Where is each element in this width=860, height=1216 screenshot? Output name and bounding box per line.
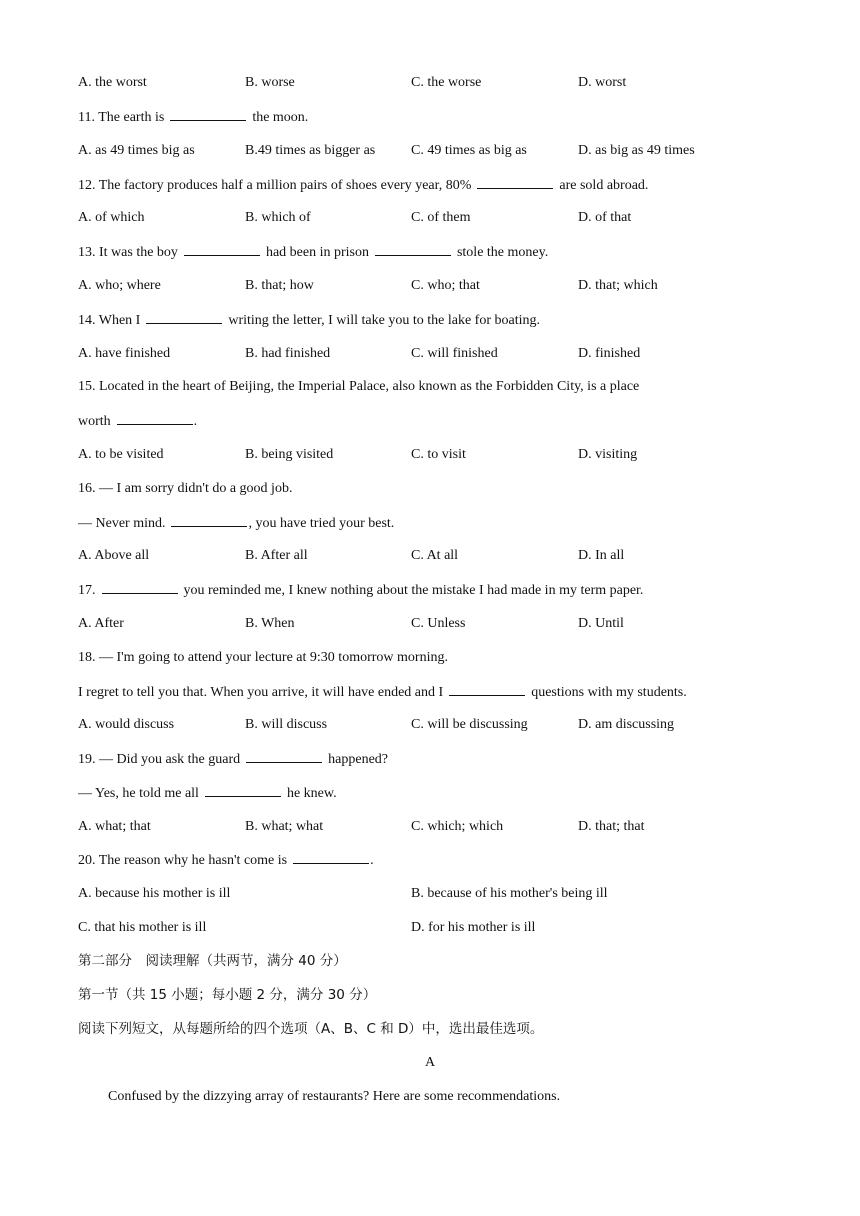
q19-option-c: C. which; which	[411, 819, 504, 834]
answer-blank	[449, 683, 525, 696]
answer-blank	[171, 514, 247, 527]
q10-option-a: A. the worst	[78, 75, 147, 90]
q17-option-a: A. After	[78, 616, 124, 631]
q10-option-c: C. the worse	[411, 75, 482, 90]
answer-blank	[477, 176, 553, 189]
answer-blank	[375, 243, 451, 256]
q14-option-a: A. have finished	[78, 346, 171, 361]
section-sec1-heading: 第一节（共 15 小题；每小题 2 分，满分 30 分）	[78, 987, 377, 1003]
q15-options	[78, 446, 838, 464]
q15-stem-line1: 15. Located in the heart of Beijing, the Imperial Palace, also known as the Forbidden City, is a place	[78, 379, 640, 394]
q14-option-d: D. finished	[578, 346, 641, 361]
answer-blank	[117, 412, 193, 425]
q13-option-c: C. who; that	[411, 278, 480, 293]
answer-blank	[293, 851, 369, 864]
q19-options	[78, 818, 838, 836]
q11-stem: 11. The earth is the moon.	[78, 110, 309, 125]
q14-stem: 14. When I writing the letter, I will take you to the lake for boating.	[78, 313, 540, 328]
q18-option-a: A. would discuss	[78, 717, 175, 732]
q10-options	[78, 74, 838, 92]
q12-stem: 12. The factory produces half a million pairs of shoes every year, 80% are sold abroad.	[78, 178, 649, 193]
q17-option-b: B. When	[245, 616, 295, 631]
q11-option-b: B.49 times as bigger as	[245, 143, 376, 158]
answer-blank	[184, 243, 260, 256]
q15-option-a: A. to be visited	[78, 447, 164, 462]
q16-line1: 16. — I am sorry didn't do a good job.	[78, 481, 293, 496]
q13-stem: 13. It was the boy had been in prison stole the money.	[78, 245, 549, 260]
section-instruction: 阅读下列短文，从每题所给的四个选项（A、B、C 和 D）中，选出最佳选项。	[78, 1021, 544, 1037]
q14-option-c: C. will finished	[411, 346, 498, 361]
q20-options-row2	[78, 919, 838, 937]
passage-label: A	[424, 1055, 436, 1070]
answer-blank	[170, 108, 246, 121]
q17-stem: 17. you reminded me, I knew nothing about the mistake I had made in my term paper.	[78, 583, 644, 598]
q19-option-b: B. what; what	[245, 819, 324, 834]
q18-option-d: D. am discussing	[578, 717, 675, 732]
q20-stem: 20. The reason why he hasn't come is .	[78, 853, 374, 868]
answer-blank	[205, 784, 281, 797]
q18-options	[78, 716, 838, 734]
q14-option-b: B. had finished	[245, 346, 331, 361]
q12-option-c: C. of them	[411, 210, 471, 225]
q12-option-d: D. of that	[578, 210, 632, 225]
q16-option-a: A. Above all	[78, 548, 150, 563]
q11-options	[78, 142, 838, 160]
passage-first-line: Confused by the dizzying array of restaurants? Here are some recommendations.	[108, 1089, 561, 1104]
q18-option-c: C. will be discussing	[411, 717, 528, 732]
q15-option-d: D. visiting	[578, 447, 638, 462]
q19-option-d: D. that; that	[578, 819, 645, 834]
q18-option-b: B. will discuss	[245, 717, 328, 732]
q10-option-b: B. worse	[245, 75, 295, 90]
q13-option-a: A. who; where	[78, 278, 161, 293]
q20-option-a: A. because his mother is ill	[78, 886, 231, 901]
q12-options	[78, 209, 838, 227]
q12-option-a: A. of which	[78, 210, 145, 225]
q11-option-c: C. 49 times as big as	[411, 143, 527, 158]
section-part2-heading: 第二部分 阅读理解（共两节，满分 40 分）	[78, 953, 347, 969]
q11-option-a: A. as 49 times big as	[78, 143, 195, 158]
q18-line2: I regret to tell you that. When you arrive, it will have ended and I questions with my students.	[78, 685, 687, 700]
q15-option-b: B. being visited	[245, 447, 334, 462]
q20-options-row1	[78, 885, 838, 903]
q16-options	[78, 547, 838, 565]
q17-options	[78, 615, 838, 633]
q11-option-d: D. as big as 49 times	[578, 143, 695, 158]
q16-option-b: B. After all	[245, 548, 308, 563]
q15-option-c: C. to visit	[411, 447, 466, 462]
q17-option-c: C. Unless	[411, 616, 466, 631]
q20-option-b: B. because of his mother's being ill	[411, 886, 608, 901]
q13-options	[78, 277, 838, 295]
answer-blank	[102, 581, 178, 594]
q14-options	[78, 345, 838, 363]
q19-option-a: A. what; that	[78, 819, 151, 834]
q18-line1: 18. — I'm going to attend your lecture at 9:30 tomorrow morning.	[78, 650, 448, 665]
answer-blank	[146, 311, 222, 324]
q10-option-d: D. worst	[578, 75, 627, 90]
q13-option-b: B. that; how	[245, 278, 314, 293]
q17-option-d: D. Until	[578, 616, 624, 631]
q16-option-d: D. In all	[578, 548, 625, 563]
q20-option-d: D. for his mother is ill	[411, 920, 536, 935]
q15-stem-line2: worth .	[78, 414, 198, 429]
q16-option-c: C. At all	[411, 548, 459, 563]
q12-option-b: B. which of	[245, 210, 311, 225]
q20-option-c: C. that his mother is ill	[78, 920, 207, 935]
q16-line2: — Never mind. , you have tried your best.	[78, 516, 395, 531]
q19-line1: 19. — Did you ask the guard happened?	[78, 752, 389, 767]
answer-blank	[246, 750, 322, 763]
q13-option-d: D. that; which	[578, 278, 658, 293]
q19-line2: — Yes, he told me all he knew.	[78, 786, 337, 801]
